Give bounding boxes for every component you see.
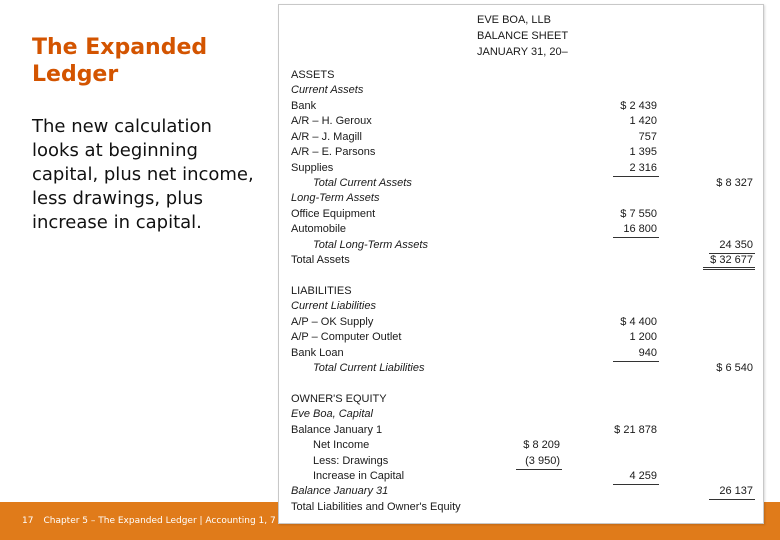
sheet-amount: 1 395 (629, 146, 657, 158)
sheet-amount: $ 7 550 (620, 208, 657, 220)
sheet-line-label: Balance January 1 (291, 424, 383, 436)
sheet-line-label: A/P – OK Supply (291, 316, 374, 328)
sheet-line-label: Net Income (313, 439, 370, 451)
sheet-line-label: Balance January 31 (291, 485, 389, 497)
sheet-line-label: Total Long-Term Assets (313, 239, 428, 251)
sheet-amount: 4 259 (629, 470, 657, 482)
sheet-amount: 940 (638, 347, 657, 359)
underline-rule (613, 176, 659, 177)
footer (22, 516, 276, 526)
sheet-line-label: Current Liabilities (291, 300, 376, 312)
sheet-heading-company: EVE BOA, LLB (477, 14, 551, 26)
sheet-line-label: LIABILITIES (291, 285, 352, 297)
sheet-line-label: A/R – J. Magill (291, 131, 362, 143)
sheet-line-label: Automobile (291, 223, 347, 235)
sheet-line-label: Current Assets (291, 84, 364, 96)
sheet-line-label: Supplies (291, 162, 334, 174)
footer-page-number: 17 (22, 516, 34, 526)
sheet-amount: 2 316 (629, 162, 657, 174)
sheet-line-label: Bank Loan (291, 347, 344, 359)
sheet-line-label: Less: Drawings (313, 455, 389, 467)
sheet-heading-title: BALANCE SHEET (477, 30, 569, 42)
sheet-line-label: OWNER'S EQUITY (291, 393, 387, 405)
sheet-amount: (3 950) (525, 455, 560, 467)
sheet-line-label: A/R – H. Geroux (291, 115, 372, 127)
sheet-line-label: Eve Boa, Capital (291, 408, 373, 420)
sheet-line-label: Total Assets (291, 254, 350, 266)
sheet-line-label: Total Current Liabilities (313, 362, 425, 374)
sheet-amount: 1 420 (629, 115, 657, 127)
underline-rule (516, 469, 562, 470)
sheet-line-label: ASSETS (291, 69, 335, 81)
sheet-line-label: Total Liabilities and Owner's Equity (291, 501, 461, 513)
sheet-amount: $ 6 540 (716, 362, 753, 374)
sheet-amount: $ 21 878 (614, 424, 657, 436)
balance-sheet-image (278, 4, 764, 524)
footer-caption: Chapter 5 – The Expanded Ledger | Accounting 1, 7 (43, 516, 276, 526)
sheet-line-label: Long-Term Assets (291, 192, 380, 204)
sheet-line-label: Total Current Assets (313, 177, 412, 189)
sheet-amount: $ 4 400 (620, 316, 657, 328)
underline-rule (613, 237, 659, 238)
slide-body-text: The new calculation looks at beginning capital, plus net income, less drawings, plus increase in capital. (32, 116, 254, 233)
sheet-amount: $ 32 677 (710, 254, 753, 266)
sheet-amount: $ 8 327 (716, 177, 753, 189)
sheet-line-label: A/R – E. Parsons (291, 146, 376, 158)
sheet-amount: 757 (638, 131, 657, 143)
sheet-amount: $ 8 209 (523, 439, 560, 451)
underline-rule (709, 499, 755, 500)
underline-rule (613, 361, 659, 362)
sheet-amount: 26 137 (719, 485, 753, 497)
sheet-amount: 16 800 (623, 223, 657, 235)
sheet-heading-date: JANUARY 31, 20– (477, 46, 568, 58)
underline-rule (613, 484, 659, 485)
sheet-amount: 24 350 (719, 239, 753, 251)
sheet-line-label: Bank (291, 100, 317, 112)
sheet-amount: 1 200 (629, 331, 657, 343)
sheet-line-label: Increase in Capital (313, 470, 405, 482)
double-underline-rule (703, 267, 755, 270)
sheet-line-label: Office Equipment (291, 208, 376, 220)
sheet-amount: $ 2 439 (620, 100, 657, 112)
slide-title: The Expanded Ledger (32, 35, 208, 87)
sheet-line-label: A/P – Computer Outlet (291, 331, 402, 343)
